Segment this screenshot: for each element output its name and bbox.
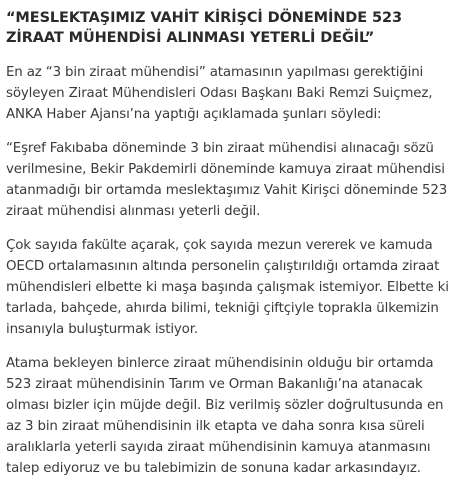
paragraph-faculties: Çok sayıda fakülte açarak, çok sayıda mezun vererek ve kamuda OECD ortalamasının altında personelin çalıştırıldığı ortamda ziraat mühendisleri elbette ki maşa başında çalışmak istemiyor. Elbette ki tarlada, bahçede, ahırda bilimi, tekniği çiftçiyle toprakla ülkemizin insanıyla buluşturmak istiyor. [6, 238, 449, 337]
paragraph-intro: En az “3 bin ziraat mühendisi” atamasının yapılması gerektiğini söyleyen Ziraat Mühendisleri Odası Başkanı Baki Remzi Suiçmez, ANKA Haber Ajansı’na yaptığı açıklamada şunları söyledi: [6, 65, 433, 122]
paragraph-quote-start: “Eşref Fakıbaba döneminde 3 bin ziraat mühendisi alınacağı sözü verilmesine, Bekir Pakdemirli döneminde kamuya ziraat mühendisi atanmadığı bir ortamda meslektaşımız Vahit Kirişci döneminde 523 ziraat mühendisi alınması yeterli değil. [6, 141, 448, 219]
article-body [6, 8, 458, 492]
article-heading: “MESLEKTAŞIMIZ VAHİT KİRİŞCİ DÖNEMİNDE 523 ZİRAAT MÜHENDİSİ ALINMASI YETERLİ DEĞİL” [6, 10, 402, 46]
paragraph-appointments: Atama bekleyen binlerce ziraat mühendisinin olduğu bir ortamda 523 ziraat mühendisinin Tarım ve Orman Bakanlığı’na atanacak olması bizler için müjde değil. Biz verilmiş sözler doğrultusunda en az 3 bin ziraat mühendisinin ilk etapta ve daha sonra kısa süreli aralıklarla yeterli sayıda ziraat mühendisinin kamuya atanmasını talep ediyoruz ve bu talebimizin de sonuna kadar arkasındayız. [6, 356, 444, 476]
